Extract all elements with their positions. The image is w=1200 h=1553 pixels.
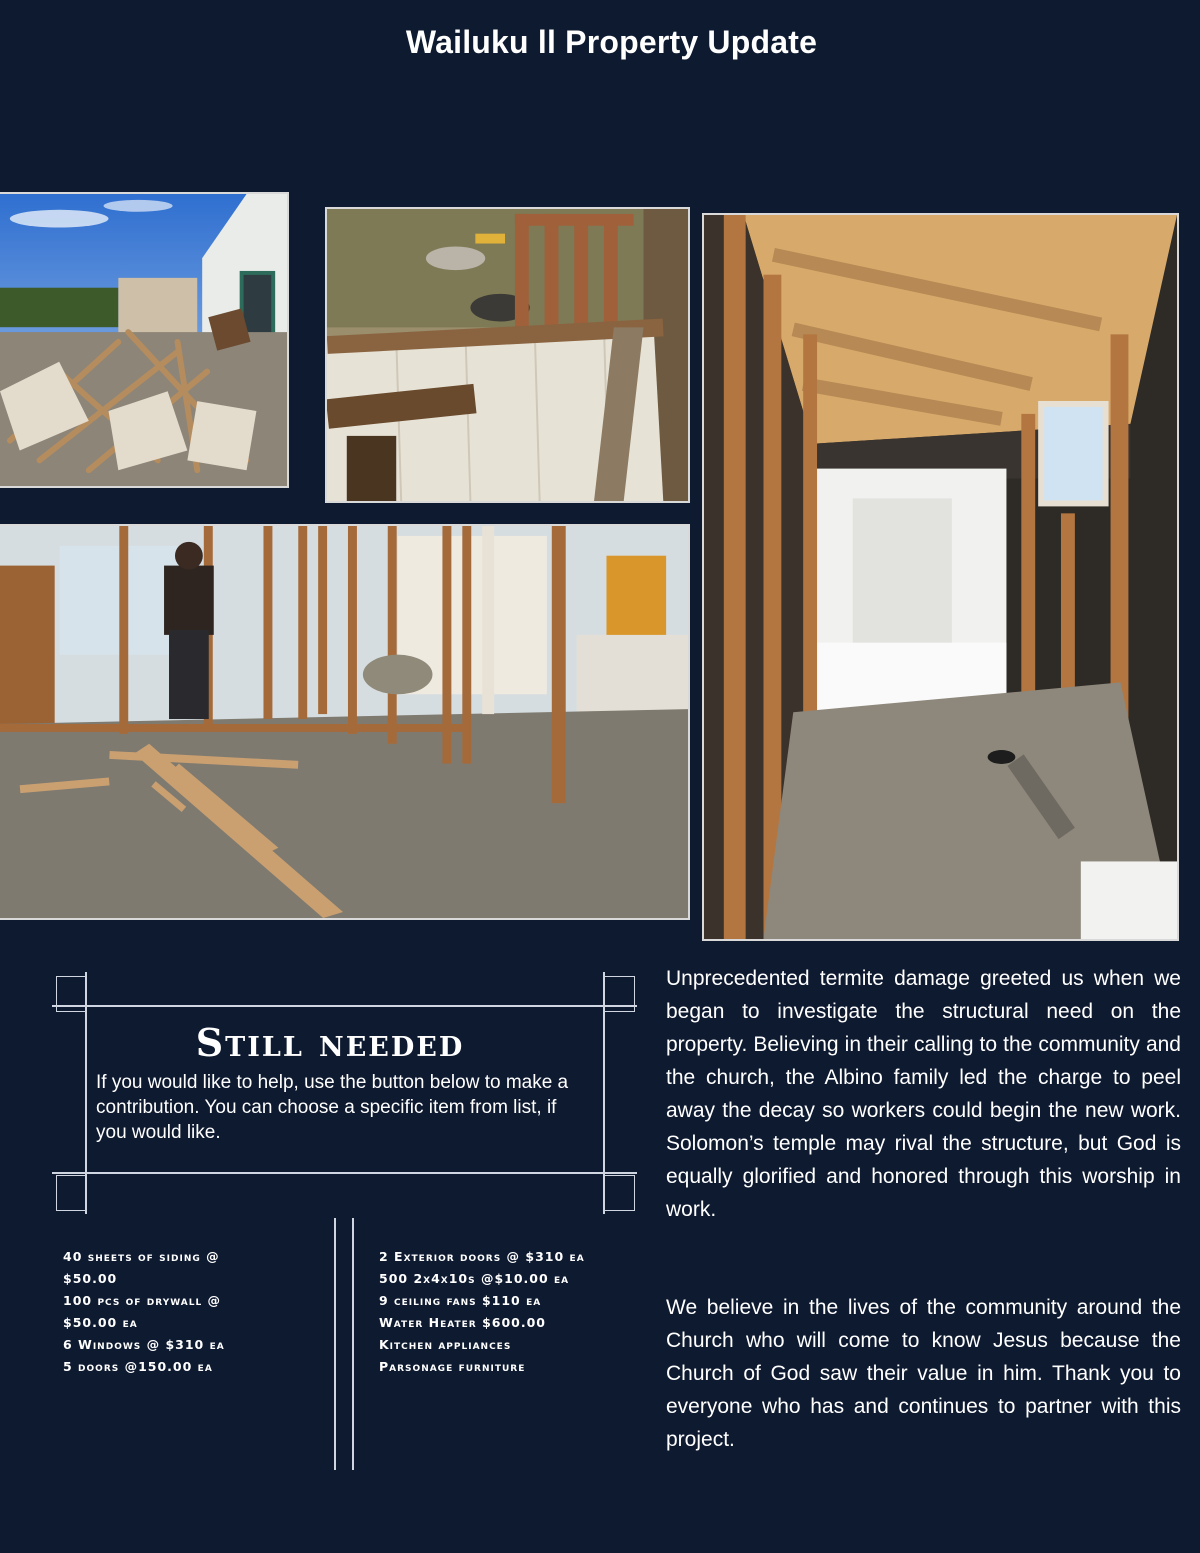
list-item: 6 Windows @ $310 ea (63, 1337, 225, 1352)
column-divider (352, 1218, 354, 1470)
story-paragraph-2: We believe in the lives of the community around the Church who will come to know Jesus because the Church of God saw their value in him. Thank you to everyone who has and continues to partner with this project. (666, 1296, 1181, 1451)
list-item: 40 sheets of siding @ (63, 1249, 220, 1264)
list-item: $50.00 ea (63, 1315, 138, 1330)
bathroom-framing-photo (702, 213, 1179, 941)
list-item: 9 ceiling fans $110 ea (379, 1293, 542, 1308)
page-title: Wailuku ll Property Update (405, 24, 818, 60)
list-item: 100 pcs of drywall @ (63, 1293, 222, 1308)
still-needed-heading: Still needed (195, 1020, 465, 1065)
list-item: 500 2x4x10s @$10.00 ea (379, 1271, 570, 1286)
list-item: Parsonage furniture (379, 1359, 526, 1374)
stripped-framing-photo (0, 524, 690, 920)
list-item: 5 doors @150.00 ea (63, 1359, 213, 1374)
list-item: $50.00 (63, 1271, 118, 1286)
termite-damage-photo (325, 207, 690, 503)
debris-pile-photo (0, 192, 289, 488)
needs-list-left (63, 1246, 225, 1378)
needs-list-right (379, 1246, 585, 1378)
list-item: Water Heater $600.00 (379, 1315, 547, 1330)
column-divider (334, 1218, 336, 1470)
list-item: Kitchen appliances (379, 1337, 512, 1352)
story-paragraph-1: Unprecedented termite damage greeted us when we began to investigate the structural need on the property. Believing in their calling to the community and the church, the Albino family led the charge to peel away the decay so workers could begin the new work. Solomon’s temple may rival the structure, but God is equally glorified and honored through this worship in work. (666, 967, 1181, 1221)
still-needed-text: If you would like to help, use the button below to make a contribution. You can choose a specific item from list, if you would like. (96, 1072, 569, 1143)
list-item: 2 Exterior doors @ $310 ea (379, 1249, 585, 1264)
